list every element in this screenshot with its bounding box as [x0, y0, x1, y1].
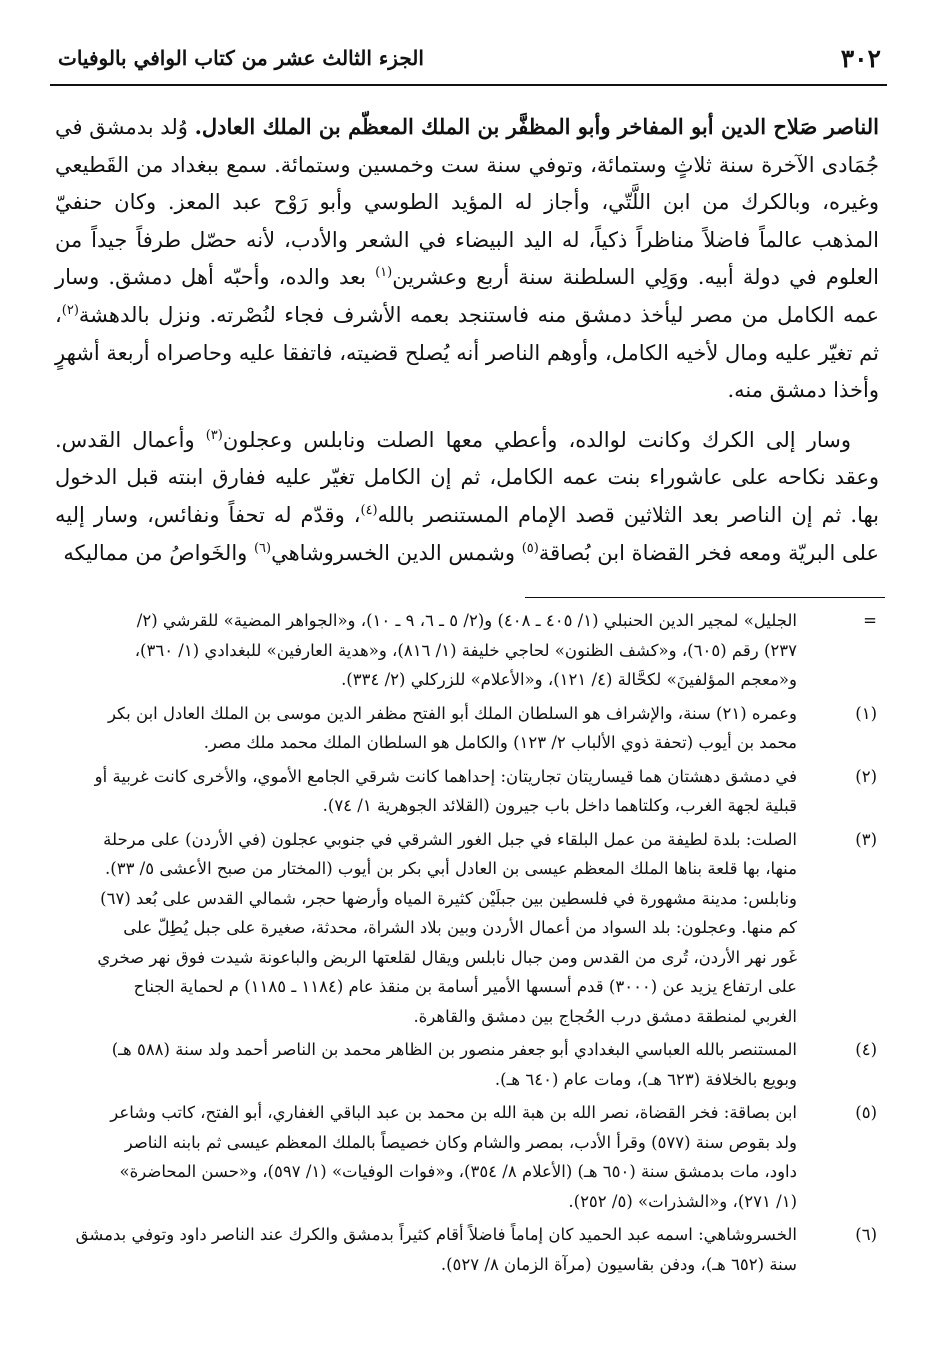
footnote-line: كم منها. وعجلون: بلد السواد من أعمال الأردن وبين بلاد الشراة، محدثة، صغيرة على جبل يُطِلّ على — [123, 918, 797, 937]
paragraph-2-text-d: وشمس الدين الخسروشاهي — [271, 540, 522, 565]
footnote-ref-1[interactable]: (١) — [375, 265, 393, 281]
footnote-ref-4[interactable]: (٤) — [360, 502, 378, 518]
footnote-5 — [55, 1098, 879, 1216]
footnote-line: الغربي لمنطقة دمشق درب الحُجاج بين دمشق والقاهرة. — [413, 1006, 797, 1026]
footnote-line: داود، مات بدمشق سنة (٦٥٠ هـ) (الأعلام ٨/ ٣٥٤)، و«فوات الوفيات» (١/ ٥٩٧)، و«حسن المحاضرة» — [119, 1162, 797, 1181]
footnote-line: وعمره (٢١) سنة، والإشراف هو السلطان الملك أبو الفتح مظفر الدين موسى بن الملك العادل ابن بكر — [107, 703, 797, 723]
footnote-ref-3[interactable]: (٣) — [205, 427, 223, 443]
footnote-line: منها، بها قلعة بناها الملك المعظم عيسى بن العادل أبي بكر بن أيوب (المختار من صبح الأعشى ٥/ ٣٣). — [105, 859, 797, 878]
footnote-number: (٦) — [855, 1225, 877, 1244]
footnote-number: (٣) — [855, 829, 877, 849]
footnote-line: وبويع بالخلافة (٦٢٣ هـ)، ومات عام (٦٤٠ هـ). — [494, 1069, 797, 1089]
footnote-line: ولد بقوص سنة (٥٧٧) وقرأ الأدب، بمصر والشام وكان خصيصاً بالملك المعظم عيسى ثم بابنه الناصر — [124, 1132, 797, 1152]
footnote-ref-6[interactable]: (٦) — [253, 540, 272, 556]
footnote-line: المستنصر بالله العباسي البغدادي أبو جعفر منصور بن الظاهر محمد بن الناصر أحمد ولد سنة (٥٨٨ هـ) — [111, 1040, 797, 1059]
paragraph-2-text-a: وسار إلى الكرك وكانت لوالده، وأعطي معها الصلت ونابلس وعجلون — [222, 427, 851, 452]
footnote-line: قبلية لجهة الغرب، وكلتاهما داخل باب جيرون (القلائد الجوهرية ١/ ٧٤). — [322, 796, 797, 815]
footnote-line: محمد بن أيوب (تحفة ذوي الألباب ٢/ ١٢٣) والكامل هو السلطان الملك محمد ملك مصر. — [203, 733, 797, 752]
footnote-text — [55, 606, 797, 695]
footnote-line: سنة (٦٥٢ هـ)، ودفن بقاسيون (مرآة الزمان ٨/ ٥٢٧). — [440, 1254, 797, 1274]
paragraph-1-text-c: ، ثم تغيّر عليه ومال لأخيه الكامل، وأوهم الناصر أنه يُصلح قضيته، فاتفقا عليه وحاصراه أربعة أشهرٍ وأخذا دمشق منه. — [55, 302, 879, 403]
footnote-text — [55, 1035, 797, 1094]
paragraph-1-text-b: بعد والده، وأحبّه أهل دمشق. وسار عمه الكامل من مصر ليأخذ دمشق منه فاستنجد بعمه الأشرف فجاء لنُصْرته. ونزل بالدهشة — [55, 265, 879, 327]
footnote-number: (٤) — [855, 1040, 877, 1059]
footnote-text — [55, 825, 797, 1032]
footnote-line: على ارتفاع يزيد عن (٣٠٠٠) قدم أسسها الأمير أسامة بن منقذ عام (١١٨٤ ـ ١١٨٥) م لحماية الجناح — [133, 977, 797, 996]
footnote-text — [55, 1098, 797, 1216]
main-text — [55, 108, 879, 572]
footnote-text — [55, 699, 797, 758]
paragraph-1 — [55, 108, 879, 410]
paragraph-2-text-b: وأعمال القدس. وعقد نكاحه على عاشوراء بنت عمه الكامل، ثم إن الكامل تغيّر عليه ففارق ابنته قبل الدخول بها. ثم إن الناصر بعد الثلاثين قصد الإمام المستنصر بالله — [55, 427, 879, 527]
footnote-1 — [55, 699, 879, 758]
footnote-line: (١/ ٢٧١)، و«الشذرات» (٥/ ٢٥٢). — [568, 1191, 797, 1211]
footnote-0 — [55, 606, 879, 695]
footnote-number: (١) — [855, 703, 877, 723]
footnote-line: الجليل» لمجير الدين الحنبلي (١/ ٤٠٥ ـ ٤٠٨) و(٢/ ٥ ـ ٦، ٩ ـ ١٠)، و«الجواهر المضية» للقرشي (٢/ — [136, 611, 797, 630]
footnote-ref-5[interactable]: (٥) — [521, 540, 539, 556]
footnote-number: = — [863, 611, 877, 630]
footnote-line: غَور نهر الأردن، تُرى من القدس ومن جبال نابلس ويقال لقلعتها الربض والباعونة شيدت فوق نهر صخري — [97, 947, 797, 967]
footnote-line: الخسروشاهي: اسمه عبد الحميد كان إماماً فاضلاً أقام كثيراً بدمشق والكرك عند الناصر داود وتوفي بدمشق — [75, 1225, 797, 1244]
footnote-line: الصلت: بلدة لطيفة من عمل البلقاء في جبل الغور الشرقي في جنوبي عجلون (في الأردن) على مرحلة — [103, 829, 797, 849]
footnote-line: ٢٣٧) رقم (٦٠٥)، و«كشف الظنون» لحاجي خليفة (١/ ٨١٦)، و«هدية العارفين» للبغدادي (١/ ٣٦٠)، — [134, 640, 797, 660]
paragraph-1-text-a: وُلد بدمشق في جُمَادى الآخرة سنة ثلاثٍ وستمائة، وتوفي سنة ست وخمسين وستمائة. سمع ببغداد من القَطيعي وغيره، وبالكرك من ابن اللَّتّي، وأجاز له المؤيد الطوسي وأبو رَوْح عبد المعز. وكان حنفيّ المذهب عالماً فاضلاً مناظراً ذكياً، له اليد البيضاء في الشعر والأدب، لأنه حصّل طرفاً جيداً من العلوم في دولة أبيه. ووَلِي السلطنة سنة أربع وعشرين — [55, 115, 879, 290]
footnote-number: (٥) — [855, 1103, 877, 1122]
entry-heading: الناصر صَلاح الدين أبو المفاخر وأبو المظفَّر بن الملك المعظّم بن الملك العادل. — [194, 114, 879, 139]
footnote-text — [55, 762, 797, 821]
footnote-ref-2[interactable]: (٢) — [61, 302, 79, 318]
footnote-line: في دمشق دهشتان هما قيساريتان تجاريتان: إحداهما كانت شرقي الجامع الأموي، والأخرى كانت غربية أو — [94, 766, 797, 786]
footnote-separator — [525, 597, 885, 598]
footnote-3 — [55, 825, 879, 1032]
footnotes-section — [55, 606, 879, 1283]
running-title: الجزء الثالث عشر من كتاب الوافي بالوفيات — [58, 46, 424, 70]
footnote-2 — [55, 762, 879, 821]
footnote-line: و«معجم المؤلفينَ» لكحَّالة (٤/ ١٢١)، و«الأعلام» للزركلي (٢/ ٣٣٤). — [341, 670, 797, 689]
page-number: ٣٠٢ — [840, 44, 881, 73]
footnote-line: ونابلس: مدينة مشهورة في فلسطين بين جبلَيْن كثيرة المياه وأرضها حجر، شمالي القدس على بُعد (٦٧) — [100, 888, 797, 908]
footnote-4 — [55, 1035, 879, 1094]
paragraph-2-text-c: ، وقدّم له تحفاً ونفائس، وسار إليه على البريّة ومعه فخر القضاة ابن بُصاقة — [55, 502, 879, 565]
footnote-6 — [55, 1220, 879, 1279]
page-header — [50, 44, 887, 86]
footnote-text — [55, 1220, 797, 1279]
footnote-number: (٢) — [855, 766, 877, 786]
footnote-line: ابن بصاقة: فخر القضاة، نصر الله بن هبة الله بن محمد بن عبد الباقي الغفاري، أبو الفتح، كاتب وشاعر — [110, 1103, 797, 1122]
paragraph-2 — [55, 422, 879, 572]
paragraph-2-text-e: والخَواصُ من مماليكه — [63, 540, 254, 565]
